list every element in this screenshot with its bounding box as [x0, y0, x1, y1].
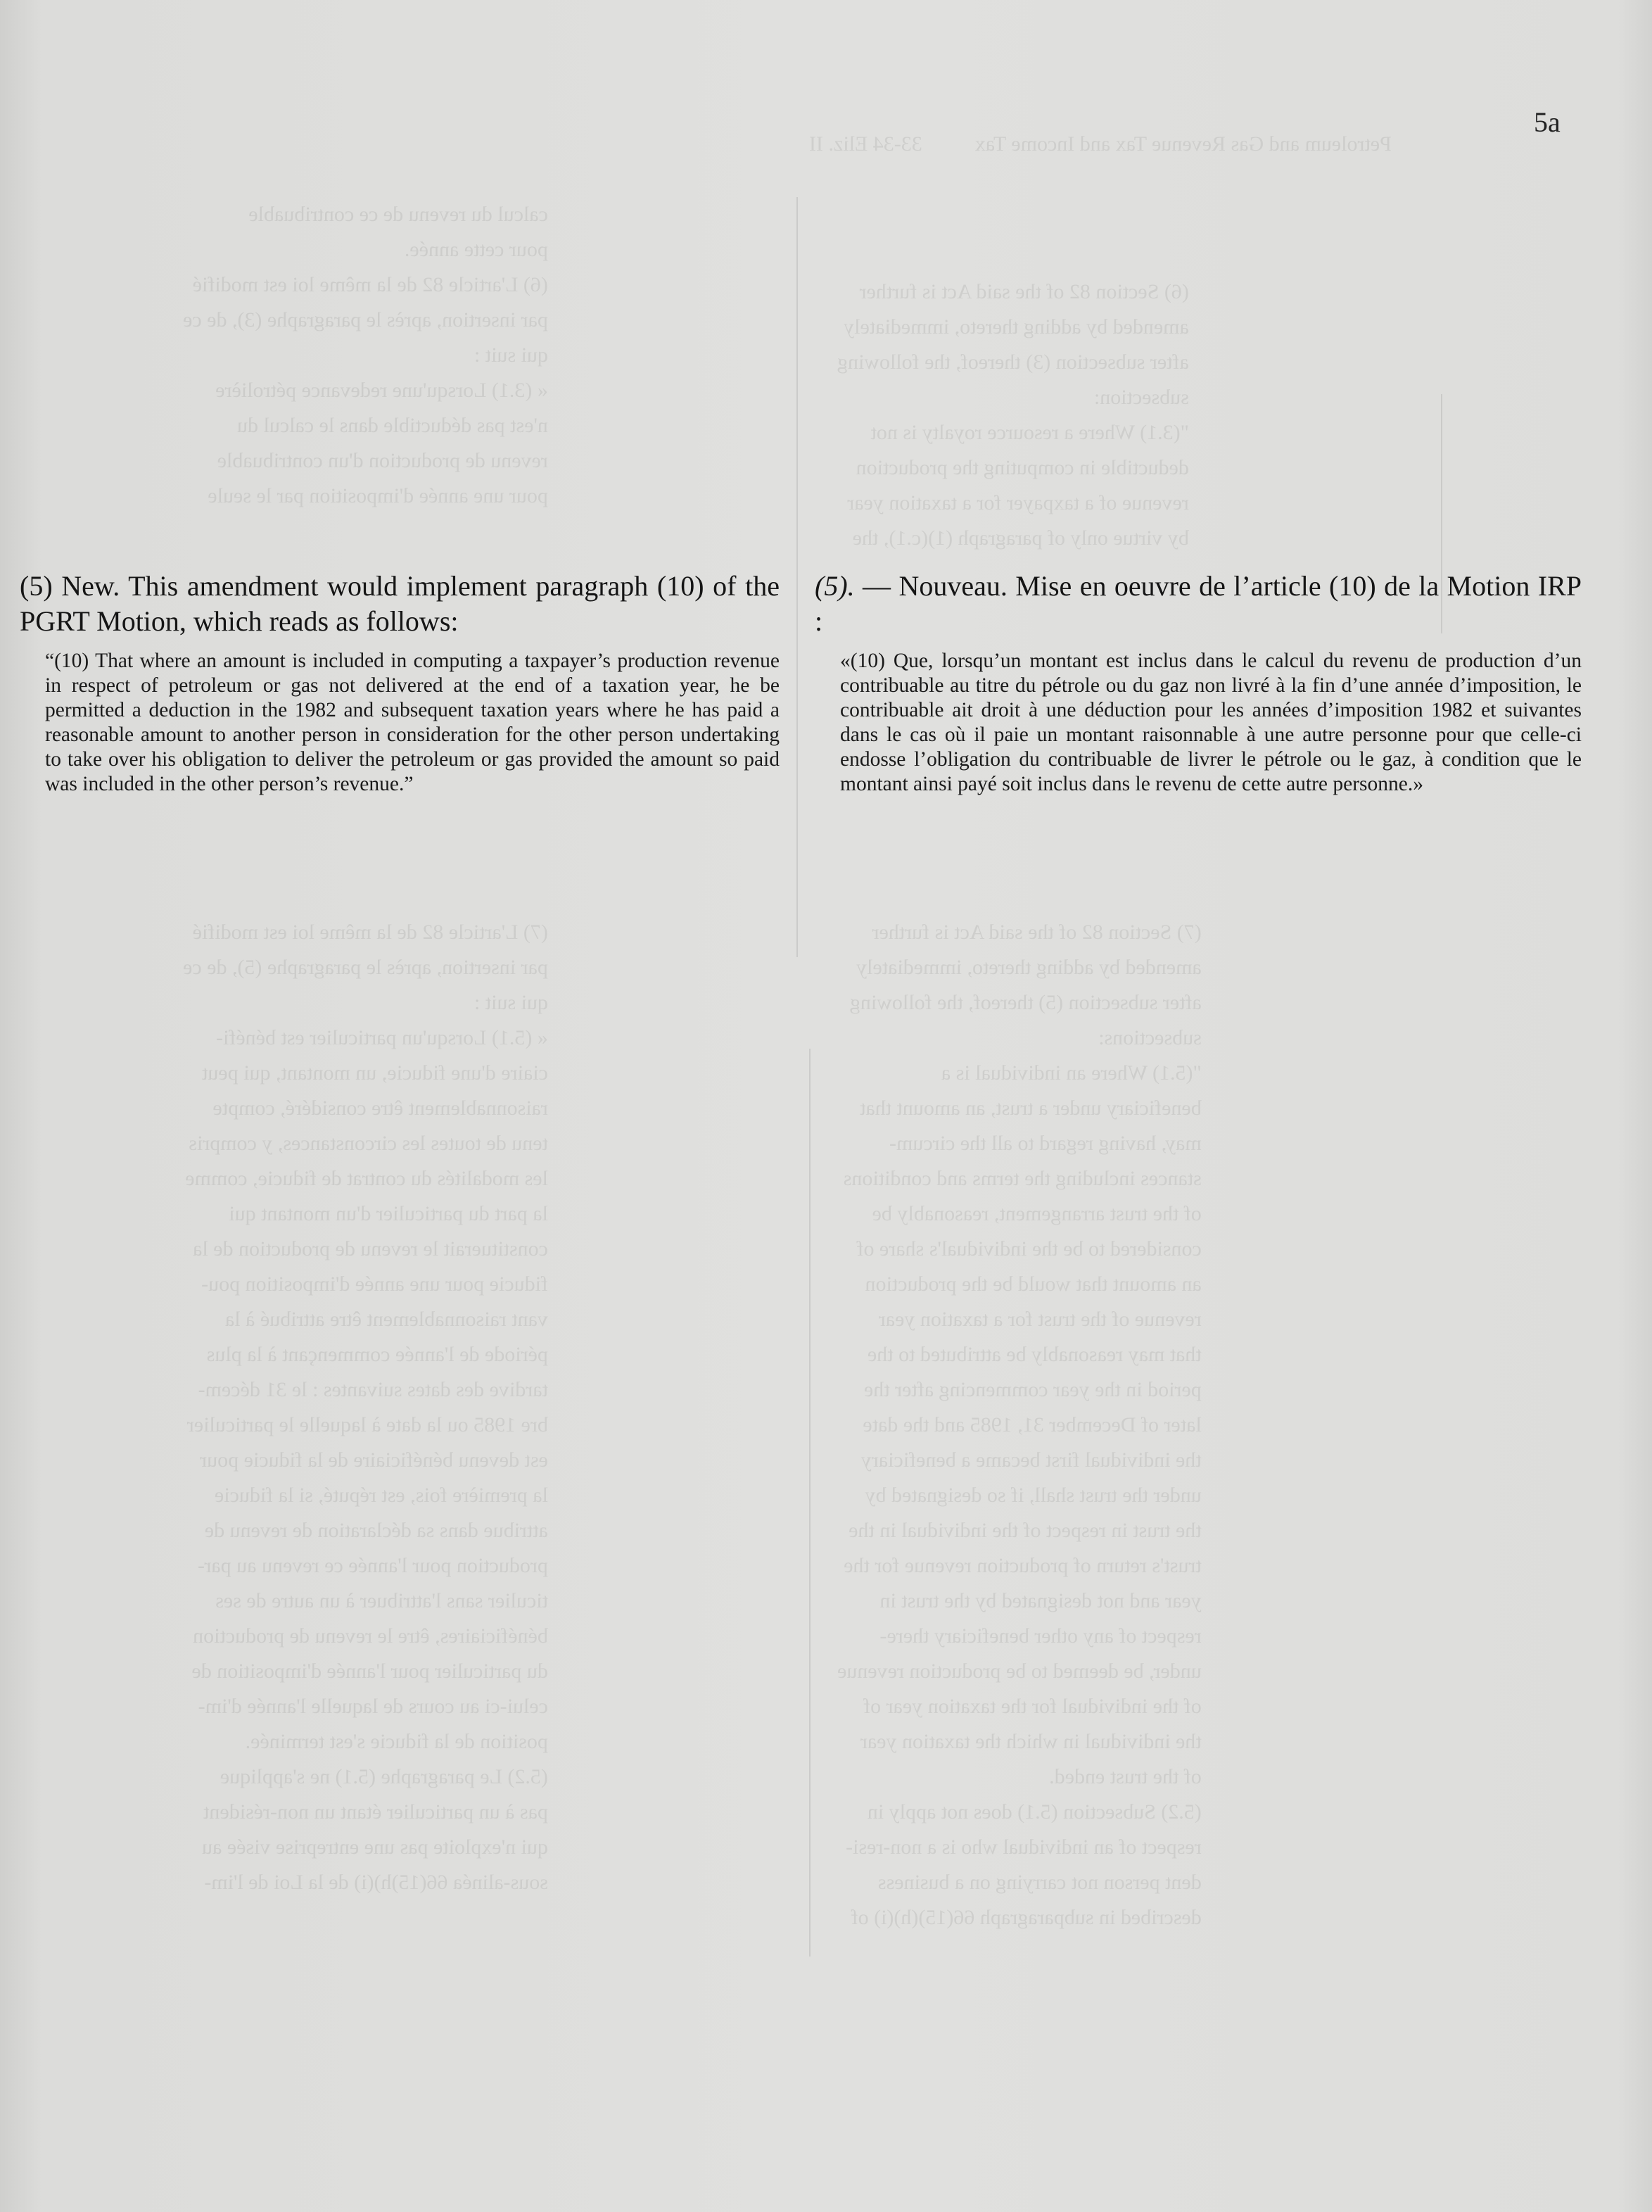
page-number: 5a	[1534, 106, 1561, 138]
english-note	[20, 569, 780, 797]
bleed-through-right: (6) Section 82 of the said Act is further amended by adding thereto, immediately after subsection (3) thereof, the following subsection: "(3.1) Where a resource royalty is not deductible in computing the production revenue of a taxpayer for a taxation year by virtue only of paragraph (1)(c.1), the	[837, 280, 1189, 550]
bleed-through-lower-right: (7) Section 82 of the said Act is further amended by adding thereto, immediately after subsection (5) thereof, the following subsections: "(5.1) Where an individual is a beneficiary under a trust, an amount that may, having regard to all the circum- stances including the terms and conditions of the trust arrangement, reasonably be considered to be the individual's share of an amount that would be the production revenue of the trust for a taxation year that may reasonably be attributed to the period in the year commencing after the later of December 31, 1985 and the date the individual first became a beneficiary under the trust shall, if so designated by the trust in respect of the individual in the trust's return of production revenue for the year and not designated by the trust in respect of any other beneficiary there- under, be deemed to be production revenue of the individual for the taxation year of the individual in which the taxation year of the trust ended. (5.2) Subsection (5.1) does not apply in respect of an individual who is a non-resi- dent person not carrying on a business described in subparagraph 66(15)(h)(i) of	[837, 921, 1202, 1929]
english-note-quote: “(10) That where an amount is included in computing a taxpayer’s production revenue in respect of petroleum or gas not delivered at the end of a taxation year, he be permitted a deduction in the 1982 and subsequent taxation years where he has paid a reasonable amount to another person in consideration for the other person undertaking to take over his obligation to deliver the petroleum or gas provided the amount so paid was included in the other person’s revenue.”	[45, 650, 780, 795]
bleed-through-left: calcul du revenu de ce contribuable pour cette année. (6) L'article 82 de la même loi est modifié par insertion, après le paragraphe (3), de ce qui suit : « (3.1) Lorsqu'une redevance pétrolière n'est pas déductible dans le calcul du revenu de production d'un contribuable pour une année d'imposition par le seule	[183, 203, 548, 507]
french-note-number: (5).	[815, 570, 855, 602]
bleed-through-rule-1	[796, 197, 798, 957]
bleed-through-lower-left: (7) L'article 82 de la même loi est modifié par insertion, après le paragraphe (5), de ce qui suit : « (5.1) Lorsqu'un particulier est bénéfi- ciaire d'une fiducie, un montant, qui peut raisonnablement être considéré, compte tenu de toutes les circonstances, y compris les modalités du contrat de fiducie, comme la part du particulier d'un montant qui constituerait le revenu de production de la fiducie pour une année d'imposition pou- vant raisonnablement être attribué à la période de l'année commençant à la plus tardive des dates suivantes : le 31 décem- bre 1985 ou la date à laquelle le particulier est devenu bénéficiaire de la fiducie pour la première fois, est réputé, si la fiducie attribue dans sa déclaration de revenu de production pour l'année ce revenu au par- ticulier sans l'attribuer à un autre de ses bénéficiaires, être le revenu de production du particulier pour l'année d'imposition de celui-ci au cours de laquelle l'année d'im- position de la fiducie s'est terminée. (5.2) Le paragraphe (5.1) ne s'applique pas à un particulier étant un non-résident qui n'exploite pas une entreprise visée au sous-alinéa 66(15)h)(i) de la Loi de l'im-	[183, 921, 548, 1894]
english-note-heading: (5) New. This amendment would implement paragraph (10) of the PGRT Motion, which reads as follows:	[20, 570, 780, 637]
french-note-quote: «(10) Que, lorsqu’un montant est inclus dans le calcul du revenu de production d’un contribuable au titre du pétrole ou du gaz non livré à la fin d’une année d’imposition, le contribuable ait droit à une déduction pour les années d’imposition 1982 et suivantes dans le cas où il paie un montant raisonnable à une autre personne pour que celle-ci endosse l’obligation du contribuable de livrer le pétrole ou le gaz, à condition que le montant ainsi payé soit inclus dans le revenu de cette autre personne.»	[840, 650, 1582, 795]
french-note-heading-text: — Nouveau. Mise en oeuvre de l’article (10) de la Motion IRP :	[815, 570, 1582, 637]
french-note	[815, 569, 1582, 797]
bleed-through-rule-2	[809, 1049, 811, 1957]
bleed-through-top: Petroleum and Gas Revenue Tax and Income Tax 33-34 Eliz. II	[809, 132, 1392, 156]
french-note-heading	[815, 569, 1582, 639]
